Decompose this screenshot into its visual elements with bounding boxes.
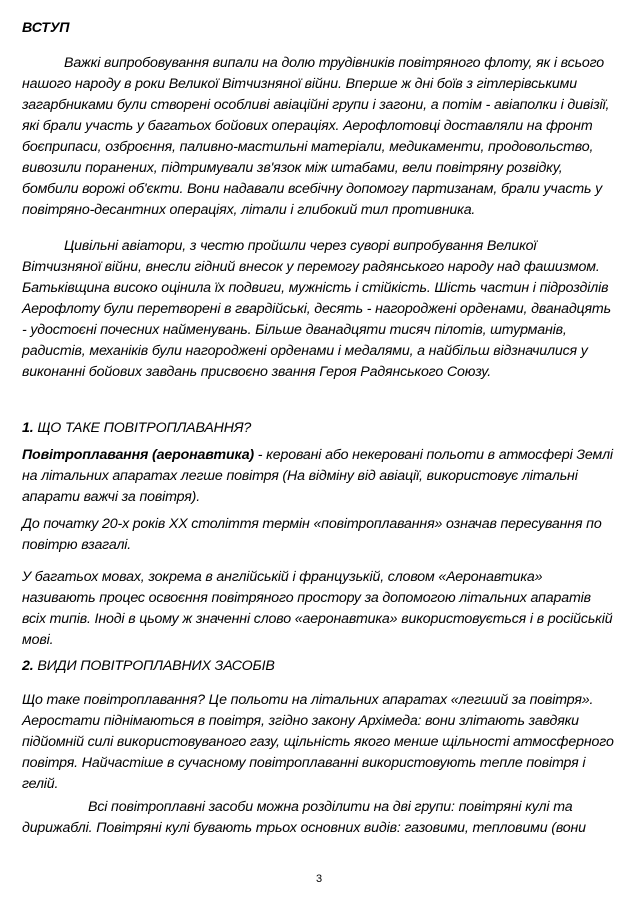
- section-2-heading: [22, 656, 618, 677]
- definition-text: - керовані або некеровані польоти в атмосфері Землі на літальних апаратах легше повітря (На відміну від авіації, використовує літальні апарати важчі за повітря).: [22, 447, 613, 505]
- section-2-paragraph-2: Всі повітроплавні засоби можна розділити на дві групи: повітряні кулі та дирижаблі. Повітряні кулі бувають трьох основних видів: газовими, тепловими (вони: [22, 799, 586, 836]
- section-1-definition: [22, 445, 618, 508]
- page-title: ВСТУП: [22, 20, 70, 36]
- section-1-heading: [22, 418, 618, 439]
- section-1-paragraph-3: У багатьох мовах, зокрема в англійській і французькій, словом «Аеронавтика» називають процес освоєння повітряного простору за допомогою літальних апаратів всіх типів. Іноді в цьому ж значенні слово «аеронавтика» використовується і в російській мові.: [22, 569, 613, 648]
- section-2-paragraph-1: Що таке повітроплавання? Це польоти на літальних апаратах «легший за повітря». Аеростати піднімаються в повітря, згідно закону Архімеда: вони злітають завдяки підйомній силі використовуваного газу, щільність якого менше щільності атмосферного повітря. Найчастіше в сучасному повітроплаванні використовують тепле повітря і гелій.: [22, 692, 614, 792]
- section-1-number: 1.: [22, 420, 34, 436]
- section-1-title: ЩО ТАКЕ ПОВІТРОПЛАВАННЯ?: [33, 420, 252, 436]
- section-1-paragraph-2: До початку 20-х років XX століття термін «повітроплавання» означав пересування по повітрю взагалі.: [22, 516, 602, 553]
- intro-paragraph-1: Важкі випробовування випали на долю трудівників повітряного флоту, як і всього нашого народу в роки Великої Вітчизняної війни. Вперше ж дні боїв з гітлерівськими загарбниками були створені особливі авіаційні групи і загони, а потім - авіаполки і дивізії, які брали участь у багатьох бойових операціях. Аерофлотовці доставляли на фронт боєприпаси, озброєння, паливно-мастильні матеріали, медикаменти, продовольство, вивозили поранених, підтримували зв'язок між штабами, вели повітряну розвідку, бомбили ворожі об'єкти. Вони надавали всебічну допомогу партизанам, брали участь у повітряно-десантних операціях, літали і глибокий тил противника.: [22, 55, 610, 218]
- page-number: 3: [315, 873, 323, 885]
- definition-term: Повітроплавання (аеронавтика): [22, 447, 255, 463]
- section-2-number: 2.: [22, 658, 34, 674]
- intro-paragraph-2: Цивільні авіатори, з честю пройшли через суворі випробування Великої Вітчизняної війни, внесли гідний внесок у перемогу радянського народу над фашизмом. Батьківщина високо оцінила їх подвиги, мужність і стійкість. Шість частин і підрозділів Аерофлоту були перетворені в гвардійські, десять - нагороджені орденами, дванадцять - удостоєні почесних найменувань. Більше дванадцяти тисяч пілотів, штурманів, радистів, механіків були нагороджені орденами і медалями, а найбільш відзначилися у виконанні бойових завдань присвоєно звання Героя Радянського Союзу.: [22, 238, 611, 380]
- section-2-title: ВИДИ ПОВІТРОПЛАВНИХ ЗАСОБІВ: [33, 658, 275, 674]
